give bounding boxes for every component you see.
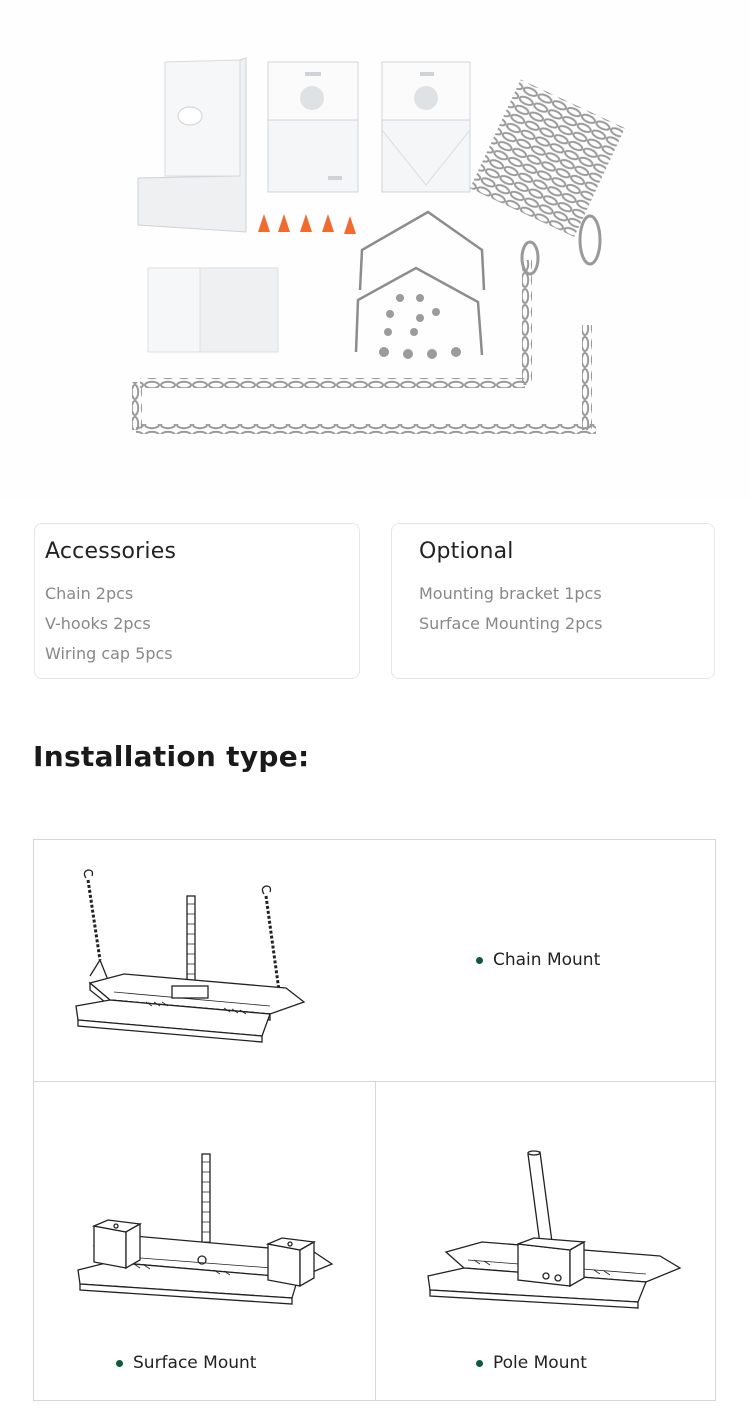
pole-mount-illustration [424, 1148, 686, 1318]
accessories-photo [0, 0, 750, 500]
accessories-card [34, 523, 360, 679]
mounting-bracket [138, 58, 246, 232]
optional-card [391, 523, 715, 679]
list-item: Surface Mounting 2pcs [419, 614, 603, 633]
optional-list [419, 579, 602, 639]
surface-box-1 [268, 62, 358, 192]
bullet-icon [116, 1360, 123, 1367]
installation-grid [33, 839, 716, 1401]
pole-mount-label: Pole Mount [476, 1353, 587, 1373]
list-item: Mounting bracket 1pcs [419, 584, 602, 603]
pole-mount-cell [376, 1082, 715, 1400]
list-item: Wiring cap 5pcs [45, 644, 173, 663]
chain-small [470, 80, 625, 264]
wiring-caps [258, 214, 356, 234]
surface-mount-illustration [74, 1152, 336, 1312]
optional-title: Optional [419, 539, 514, 564]
accessories-title: Accessories [45, 539, 177, 564]
bullet-icon [476, 957, 483, 964]
v-hooks [356, 212, 484, 355]
list-item: Chain 2pcs [45, 584, 134, 603]
surface-mount-cell [34, 1082, 376, 1400]
accessories-list [45, 579, 173, 669]
installation-title: Installation type: [33, 740, 310, 773]
cover-plate [148, 268, 278, 352]
bullet-icon [476, 1360, 483, 1367]
surface-mount-label: Surface Mount [116, 1353, 256, 1373]
list-item: V-hooks 2pcs [45, 614, 151, 633]
chain-mount-label: Chain Mount [476, 950, 600, 970]
screws [379, 294, 461, 359]
chain-mount-cell [34, 840, 715, 1082]
chain-mount-illustration [74, 868, 354, 1048]
surface-box-2 [382, 62, 470, 192]
